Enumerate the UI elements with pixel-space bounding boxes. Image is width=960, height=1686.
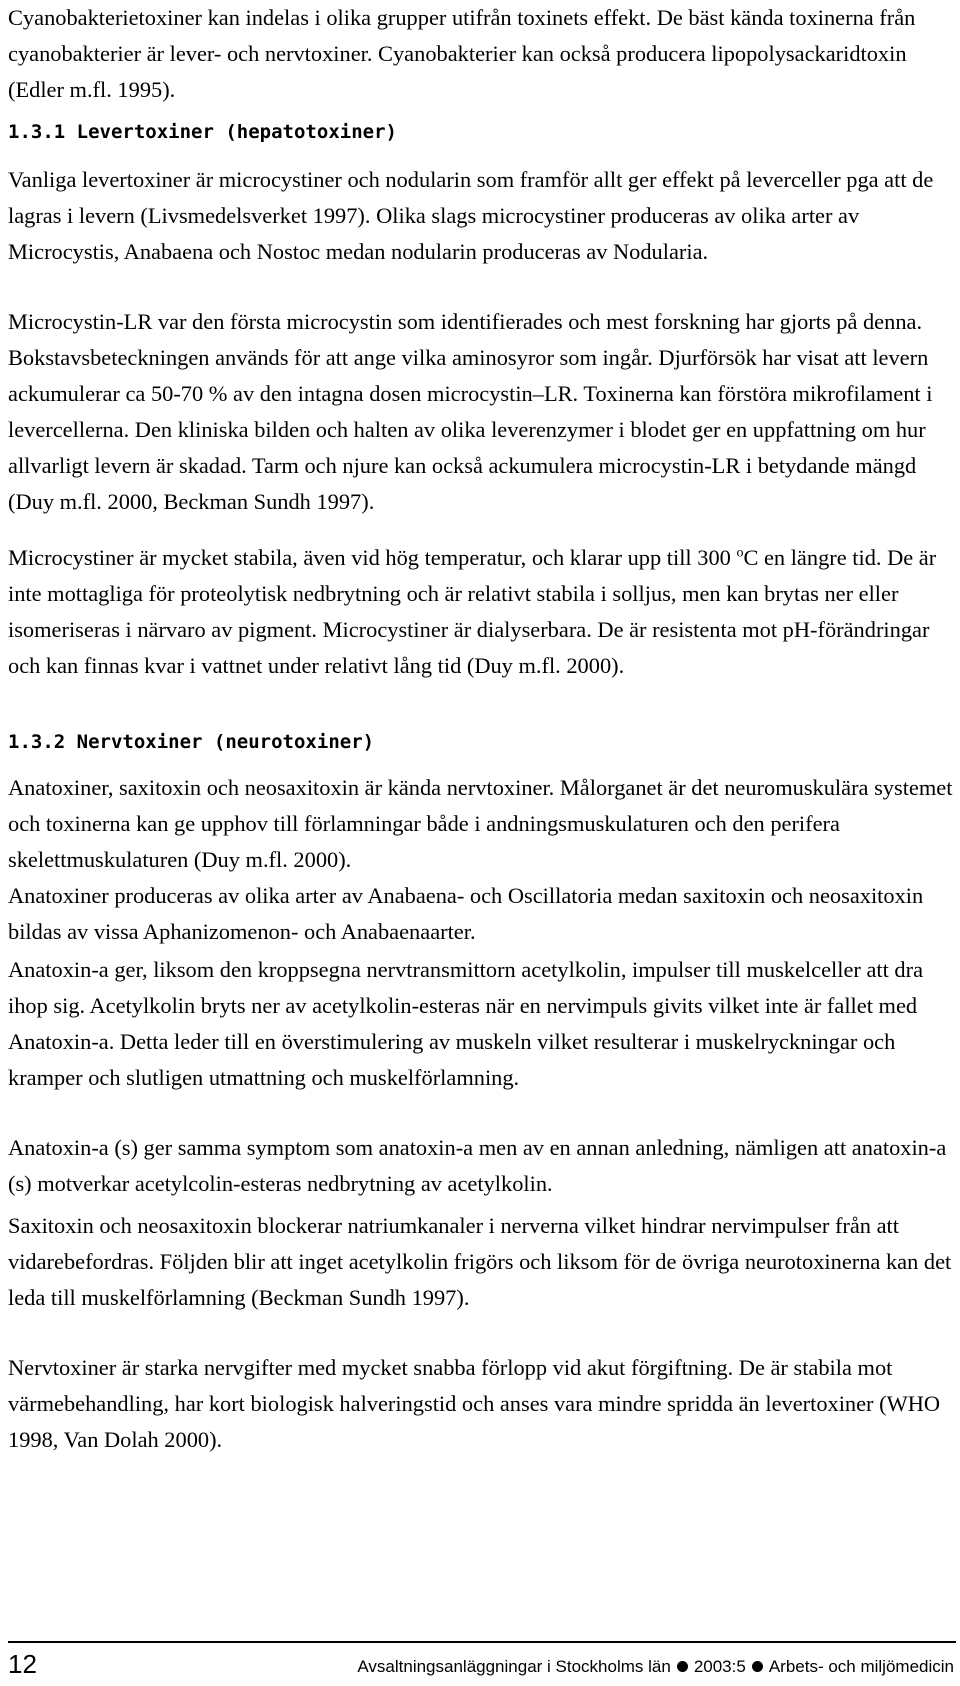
page-number: 12 (8, 1649, 37, 1679)
liver-paragraph-1: Vanliga levertoxiner är microcystiner och nodularin som framför allt ger effekt på leverceller pga att de lagras i levern (Livsmedelsverket 1997). Olika slags microcystiner produceras av olika arter av Microcystis, Anabaena och Nostoc medan nodularin produceras av Nodularia. (8, 167, 934, 264)
page-footer (8, 1648, 956, 1684)
footer-divider (8, 1641, 956, 1643)
liver-paragraph-3-end: C en längre tid. De är inte mottagliga för proteolytisk nedbrytning och är relativt stabila i solljus, men kan brytas ner eller isomeriseras i närvaro av pigment. Microcystiner är dialyserbara. De är resistenta mot pH-förändringar och kan finnas kvar i vattnet under relativt lång tid (Duy m.fl. 2000). (8, 545, 937, 678)
section-title: Levertoxiner (hepatotoxiner) (76, 121, 397, 143)
degree-superscript: o (736, 545, 744, 561)
publication-title: Avsaltningsanläggningar i Stockholms län (357, 1657, 671, 1676)
bullet-icon (677, 1661, 688, 1672)
nerve-paragraph-4: Anatoxin-a (s) ger samma symptom som anatoxin-a men av en annan anledning, nämligen att anatoxin-a (s) motverkar acetylcolin-esteras nedbrytning av acetylkolin. (8, 1135, 947, 1196)
nerve-paragraph-5: Saxitoxin och neosaxitoxin blockerar natriumkanaler i nerverna vilket hindrar nervimpulser från att vidarebefordras. Följden blir att inget acetylkolin frigörs och liksom för de övriga neurotoxinerna kan det leda till muskelförlamning (Beckman Sundh 1997). (8, 1213, 952, 1310)
issue-number: 2003:5 (693, 1657, 746, 1676)
section-number: 1.3.2 (8, 731, 66, 753)
publisher-name: Arbets- och miljömedicin (768, 1657, 954, 1676)
section-heading-nerve-toxins (8, 724, 374, 760)
nerve-paragraph-6: Nervtoxiner är starka nervgifter med mycket snabba förlopp vid akut förgiftning. De är stabila mot värmebehandling, har kort biologisk halveringstid och anses vara mindre spridda än levertoxiner (WHO 1998, Van Dolah 2000). (8, 1355, 941, 1452)
section-number: 1.3.1 (8, 121, 66, 143)
liver-paragraph-2: Microcystin-LR var den första microcystin som identifierades och mest forskning har gjorts på denna. Bokstavsbeteckningen används för att ange vilka aminosyror som ingår. Djurförsök har visat att levern ackumulerar ca 50-70 % av den intagna dosen microcystin–LR. Toxinerna kan förstöra mikrofilament i levercellerna. Den kliniska bilden och halten av olika leverenzymer i blodet ger en uppfattning om hur allvarligt levern är skadad. Tarm och njure kan också ackumulera microcystin-LR i betydande mängd (Duy m.fl. 2000, Beckman Sundh 1997). (8, 309, 933, 514)
nerve-paragraph-3: Anatoxin-a ger, liksom den kroppsegna nervtransmittorn acetylkolin, impulser till muskelceller att dra ihop sig. Acetylkolin bryts ner av acetylkolin-esteras när en nervimpuls givits vilket inte är fallet med Anatoxin-a. Detta leder till en överstimulering av muskeln vilket resulterar i muskelryckningar och kramper och slutligen utmattning och muskelförlamning. (8, 957, 924, 1090)
intro-paragraph: Cyanobakterietoxiner kan indelas i olika grupper utifrån toxinets effekt. De bäst kända toxinerna från cyanobakterier är lever- och nervtoxiner. Cyanobakterier kan också producera lipopolysackaridtoxin (Edler m.fl. 1995). (8, 5, 916, 102)
footer-publication-info (357, 1654, 954, 1680)
section-heading-liver-toxins (8, 114, 397, 150)
liver-paragraph-3-start: Microcystiner är mycket stabila, även vid hög temperatur, och klarar upp till 300 (8, 545, 737, 570)
liver-paragraph-3 (8, 540, 954, 684)
nerve-paragraph-2: Anatoxiner produceras av olika arter av Anabaena- och Oscillatoria medan saxitoxin och neosaxitoxin bildas av vissa Aphanizomenon- och Anabaenaarter. (8, 883, 924, 944)
nerve-paragraph-1: Anatoxiner, saxitoxin och neosaxitoxin är kända nervtoxiner. Målorganet är det neuromuskulära systemet och toxinerna kan ge upphov till förlamningar både i andningsmuskulaturen och den perifera skelettmuskulaturen (Duy m.fl. 2000). (8, 775, 953, 872)
section-title: Nervtoxiner (neurotoxiner) (76, 731, 375, 753)
bullet-icon (752, 1661, 763, 1672)
